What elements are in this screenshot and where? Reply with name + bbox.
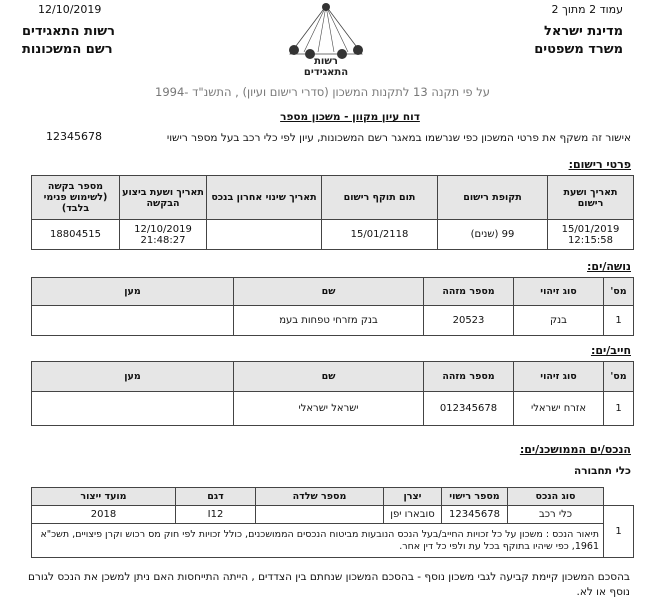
authority-name: רשות התאגידים	[22, 24, 115, 39]
header-id-type: סוג זיהוי	[514, 362, 604, 392]
header-license-number: מספר רישוי	[442, 488, 508, 506]
table-row	[32, 506, 634, 524]
cell-license-number: 12345678	[442, 506, 508, 524]
header-address: מען	[32, 362, 234, 392]
cell-address	[32, 392, 234, 426]
header-address: מען	[32, 278, 234, 306]
cell-index: 1	[604, 506, 634, 558]
header-asset-type: סוג הנכס	[508, 488, 604, 506]
header-request-number: מספר בקשה (לשימוש פנימי בלבד)	[32, 176, 120, 220]
header-id-number: מספר מזהה	[424, 362, 514, 392]
header-id-type: סוג זיהוי	[514, 278, 604, 306]
header-name: שם	[234, 362, 424, 392]
assets-index-header-spacer	[604, 488, 634, 506]
header-registration-expiry: תום תוקף רישום	[322, 176, 438, 220]
asset-description: תיאור הנכס : משכון על כל זכויות החייב/בעל הנכס הנובעות מביטוח הנכסים הממושכנים, כולל זכויות לפי חוק מס רכוש וקרן פיצויים, תשכ"א 1961, כפי שיהיו בתוקף בכל עת ולפי כל דין אחר.	[32, 524, 604, 558]
registration-title: פרטי רישום:	[568, 158, 631, 171]
cell-index: 1	[604, 306, 634, 336]
header-index: מס'	[604, 362, 634, 392]
footer-note: בהסכם המשכון קיימת קביעה לגבי משכון נוסף - בהסכם המשכון שנחתם בין הצדדים , הייתה התייחסות האם ניתן למשכן את הנכס לגורם נוסף או לא.	[27, 571, 630, 598]
cell-id-number: 012345678	[424, 392, 514, 426]
header-registration-datetime: תאריך ושעת רישום	[548, 176, 634, 220]
assets-title: הנכס/ים הממושכנ/ים:	[519, 443, 631, 456]
header-request-datetime: תאריך ושעת ביצוע הבקשה	[120, 176, 207, 220]
cell-name: בנק מזרחי טפחות בעמ	[234, 306, 424, 336]
header-production-year: מועד ייצור	[32, 488, 176, 506]
table-row	[32, 306, 634, 336]
cell-name: ישראל ישראלי	[234, 392, 424, 426]
license-number: 12345678	[46, 130, 102, 143]
page-indicator: עמוד 2 מתוך 2	[551, 3, 623, 16]
assets-table	[31, 487, 634, 558]
cell-registration-expiry: 15/01/2118	[322, 220, 438, 250]
cell-last-change	[207, 220, 322, 250]
table-row	[32, 392, 634, 426]
header-last-change: תאריך שינוי אחרון בנכס	[207, 176, 322, 220]
header-name: שם	[234, 278, 424, 306]
cell-address	[32, 306, 234, 336]
cell-id-number: 20523	[424, 306, 514, 336]
logo-text-line2: התאגידים	[303, 67, 349, 78]
debtors-table	[31, 361, 634, 426]
cell-production-year: 2018	[32, 506, 176, 524]
cell-model: I12	[176, 506, 256, 524]
regulation-line: על פי תקנה 13 לתקנות המשכון (סדרי רישום ועיון) , התשנ"ד -1994	[155, 85, 490, 99]
print-date: 12/10/2019	[38, 3, 102, 16]
header-chassis-number: מספר שלדה	[256, 488, 384, 506]
header-registration-period: תקופת רישום	[438, 176, 548, 220]
logo-text-line1: רשות	[314, 56, 338, 67]
registration-table	[31, 175, 634, 250]
debtors-title: חייב/ים:	[590, 344, 631, 357]
cell-registration-period: 99 (שנים)	[438, 220, 548, 250]
confirmation-text: אישור זה משקף את פרטי המשכון כפי שנרשמו במאגר רשם המשכונות, עיון לפי כלי רכב בעל מספר רישוי	[166, 132, 631, 144]
cell-request-datetime: 12/10/2019 21:48:27	[120, 220, 207, 250]
cell-manufacturer: סובארו יפן	[384, 506, 442, 524]
ministry-country: מדינת ישראל	[543, 24, 623, 39]
cell-request-number: 18804515	[32, 220, 120, 250]
header-id-number: מספר מזהה	[424, 278, 514, 306]
header-model: דגם	[176, 488, 256, 506]
creditors-title: נושה/ים:	[587, 260, 631, 273]
authority-logo	[276, 2, 376, 78]
creditors-table	[31, 277, 634, 336]
registrar-name: רשם המשכונות	[22, 42, 113, 57]
report-title: דוח עיון מקוון - משכון מספר	[280, 111, 420, 123]
cell-registration-datetime: 15/01/2019 12:15:58	[548, 220, 634, 250]
cell-chassis-number	[256, 506, 384, 524]
table-row	[32, 220, 634, 250]
ministry-name: משרד משפטים	[534, 42, 623, 57]
cell-asset-type: כלי רכב	[508, 506, 604, 524]
cell-index: 1	[604, 392, 634, 426]
header-manufacturer: יצרן	[384, 488, 442, 506]
assets-subtitle: כלי תחבורה	[574, 465, 631, 477]
cell-id-type: בנק	[514, 306, 604, 336]
cell-id-type: אזרח ישראלי	[514, 392, 604, 426]
header-index: מס'	[604, 278, 634, 306]
